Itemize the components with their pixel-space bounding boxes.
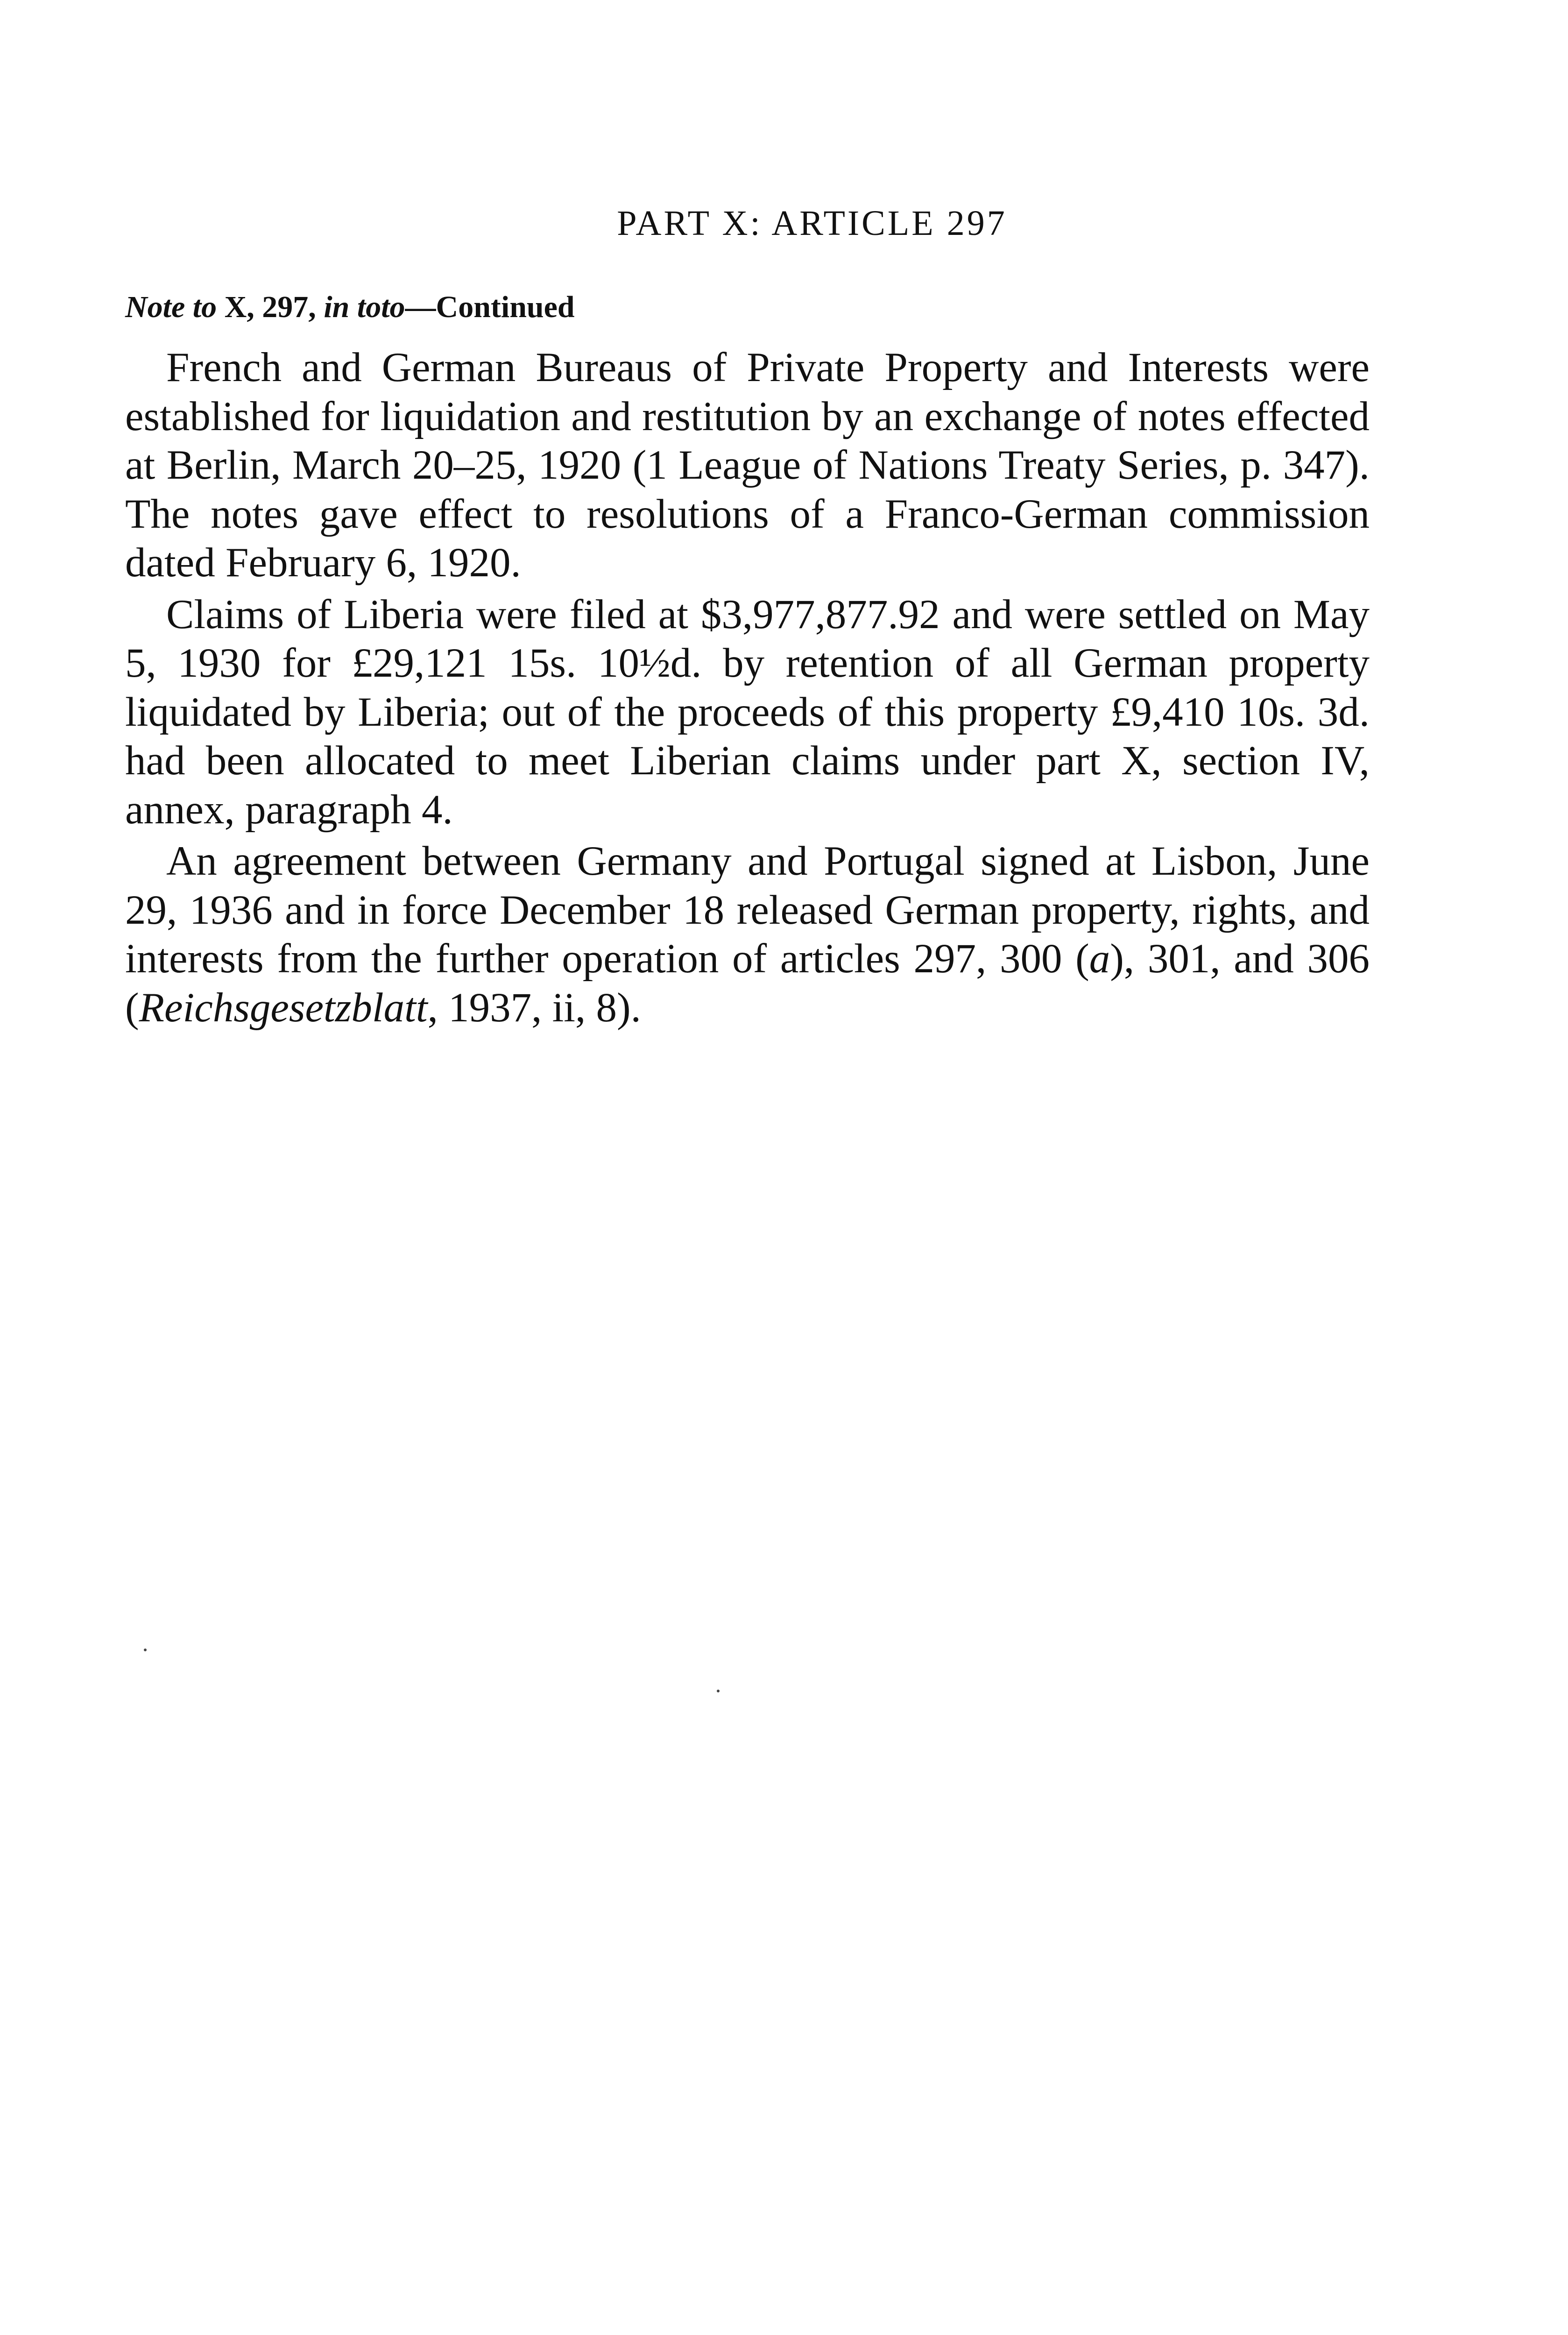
note-heading-in-toto: in toto bbox=[324, 290, 405, 324]
note-heading-suffix: —Continued bbox=[405, 290, 575, 324]
scan-speck bbox=[717, 1690, 720, 1692]
note-heading-prefix: Note to bbox=[125, 290, 217, 324]
note-heading-reference: X, 297, bbox=[217, 290, 324, 324]
italic-a: a bbox=[1089, 936, 1110, 982]
paragraph-bureaus: French and German Bureaus of Private Property and Interests were established for liquidation and restitution by an exchange of notes effected at Berlin, March 20–25, 1920 (1 League of Nations Treaty Series, p. 347). The notes gave effect to resolutions of a Franco-German commission dated February 6, 1920. bbox=[125, 345, 1370, 586]
note-heading bbox=[125, 292, 575, 323]
reichsgesetzblatt-title: Reichsgesetzblatt bbox=[139, 984, 428, 1031]
paragraph-portugal-text-end: , 1937, ii, 8). bbox=[427, 984, 641, 1031]
paragraph-portugal-text-start: An agreement between Germany and Portugal signed at Lisbon, June 29, 1936 and in force December 18 released German property, rights, and interests from the further operation of articles 297, 300 ( bbox=[125, 838, 1370, 982]
body-text bbox=[125, 343, 1370, 1032]
running-head: PART X: ARTICLE 297 bbox=[617, 204, 1007, 243]
paragraph-portugal-text-middle: ), 301, and 306 ( bbox=[125, 936, 1370, 1031]
paragraph-portugal-agreement bbox=[125, 837, 1370, 1032]
paragraph-liberia-claims: Claims of Liberia were filed at $3,977,877.92 and were settled on May 5, 1930 for £29,121 15s. 10½d. by retention of all German property liquidated by Liberia; out of the proceeds of this property £9,410 10s. 3d. had been allocated to meet Liberian claims under part X, section IV, annex, paragraph 4. bbox=[125, 591, 1370, 833]
scan-speck bbox=[144, 1649, 147, 1651]
